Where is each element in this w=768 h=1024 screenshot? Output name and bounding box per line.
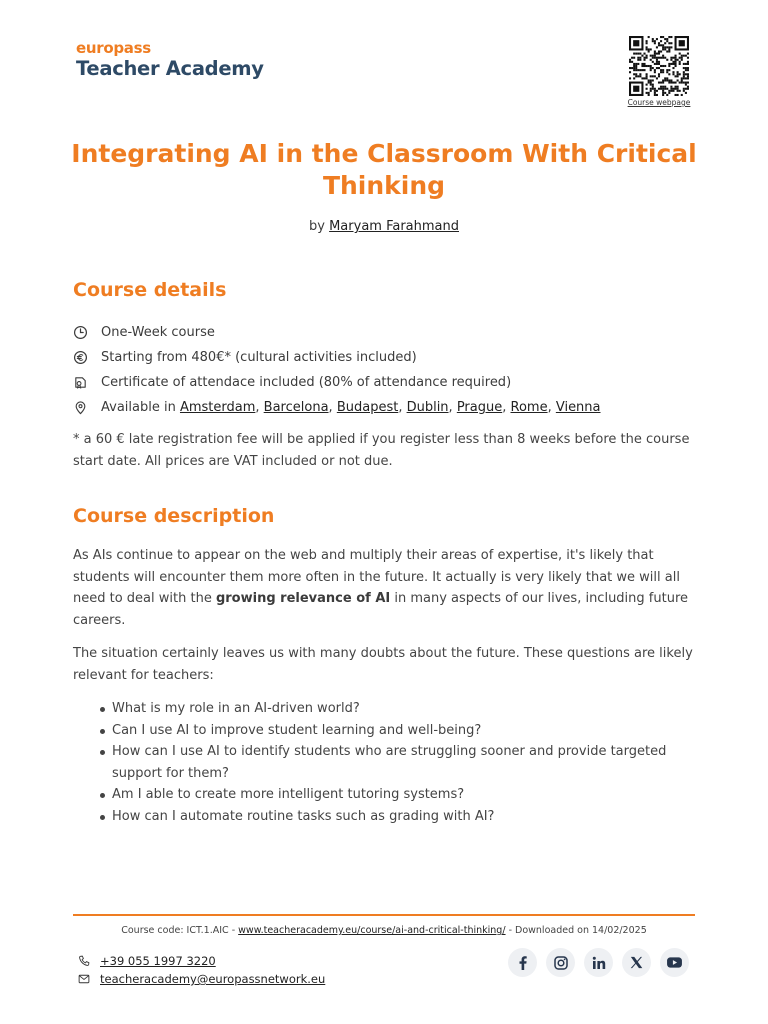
- city-link-prague[interactable]: Prague: [456, 400, 503, 415]
- instagram-icon: [553, 955, 569, 971]
- question-list: [97, 698, 697, 827]
- author-link[interactable]: Maryam Farahmand: [329, 219, 459, 234]
- description-p1-end: in many aspects of our lives, including future careers.: [73, 591, 688, 628]
- city-link-barcelona[interactable]: Barcelona: [263, 400, 329, 415]
- brand-logo: [76, 40, 264, 81]
- contact-email: [78, 970, 325, 988]
- city-link-vienna[interactable]: Vienna: [555, 400, 601, 415]
- location-pin-icon: [73, 400, 101, 415]
- linkedin-button[interactable]: [584, 948, 613, 977]
- qr-caption-link[interactable]: Course webpage: [627, 98, 691, 107]
- page-title: Integrating AI in the Classroom With Critical Thinking: [71, 139, 697, 200]
- youtube-button[interactable]: [660, 948, 689, 977]
- euro-icon: [73, 350, 101, 365]
- instagram-button[interactable]: [546, 948, 575, 977]
- list-item: What is my role in an AI-driven world?: [97, 698, 697, 720]
- detail-duration-text: One-Week course: [101, 325, 215, 340]
- brand-teacher-academy: Teacher Academy: [76, 57, 264, 80]
- byline-prefix: by: [309, 219, 325, 234]
- list-item: Am I able to create more intelligent tutoring systems?: [97, 784, 697, 806]
- email-link[interactable]: teacheracademy@europassnetwork.eu: [100, 972, 326, 986]
- city-link-amsterdam[interactable]: Amsterdam: [179, 400, 256, 415]
- list-item: How can I automate routine tasks such as grading with AI?: [97, 806, 697, 828]
- city-link-rome[interactable]: Rome: [510, 400, 548, 415]
- mail-icon: [78, 973, 100, 985]
- course-details-heading: Course details: [73, 279, 227, 301]
- description-paragraph-1: [73, 545, 701, 631]
- contact-phone: [78, 952, 325, 970]
- course-details-list: [73, 320, 703, 420]
- linkedin-icon: [591, 955, 607, 971]
- description-p1-bold: growing relevance of AI: [215, 591, 391, 606]
- certificate-icon: [73, 375, 101, 390]
- x-icon: [629, 955, 644, 970]
- course-description-heading: Course description: [73, 505, 275, 527]
- city-link-budapest[interactable]: Budapest: [336, 400, 399, 415]
- brand-europass: europass: [76, 39, 151, 57]
- download-date: - Downloaded on 14/02/2025: [505, 925, 647, 936]
- city-link-dublin[interactable]: Dublin: [406, 400, 449, 415]
- byline: [0, 219, 768, 234]
- facebook-button[interactable]: [508, 948, 537, 977]
- social-links: [508, 948, 689, 977]
- detail-price: [73, 345, 703, 370]
- detail-certificate-text: Certificate of attendace included (80% of attendance required): [101, 375, 512, 390]
- course-code: Course code: ICT.1.AIC -: [121, 925, 239, 936]
- footer-divider: [73, 914, 695, 916]
- footer-course-meta: [0, 925, 768, 936]
- description-paragraph-2: The situation certainly leaves us with many doubts about the future. These questions are likely relevant for teachers:: [73, 646, 693, 683]
- x-button[interactable]: [622, 948, 651, 977]
- location-prefix: Available in: [101, 400, 176, 415]
- qr-block[interactable]: [624, 36, 694, 107]
- phone-link[interactable]: +39 055 1997 3220: [100, 954, 216, 968]
- phone-icon: [78, 955, 100, 967]
- qr-code-icon: [629, 36, 689, 96]
- list-item: How can I use AI to identify students who are struggling sooner and provide targeted support for them?: [97, 741, 697, 784]
- detail-duration: [73, 320, 703, 345]
- detail-certificate: [73, 370, 703, 395]
- detail-price-text: Starting from 480€* (cultural activities included): [101, 350, 417, 365]
- late-fee-note: * a 60 € late registration fee will be applied if you register less than 8 weeks before the course start date. All prices are VAT included or not due.: [73, 432, 690, 469]
- course-url-link[interactable]: www.teacheracademy.eu/course/ai-and-critical-thinking/: [238, 925, 506, 936]
- description-p1-start: As AIs continue to appear on the web and multiply their areas of expertise, it's likely that students will encounter them more often in the future. It actually is very likely that we will all need to deal with the: [73, 548, 680, 606]
- youtube-icon: [666, 954, 683, 971]
- detail-locations: Available in Amsterdam , Barcelona , Budapest , Dublin , Prague , Rome , Vienna: [73, 395, 703, 420]
- list-item: Can I use AI to improve student learning and well-being?: [97, 720, 697, 742]
- facebook-icon: [515, 955, 531, 971]
- contact-block: [78, 952, 325, 988]
- clock-icon: [73, 325, 101, 340]
